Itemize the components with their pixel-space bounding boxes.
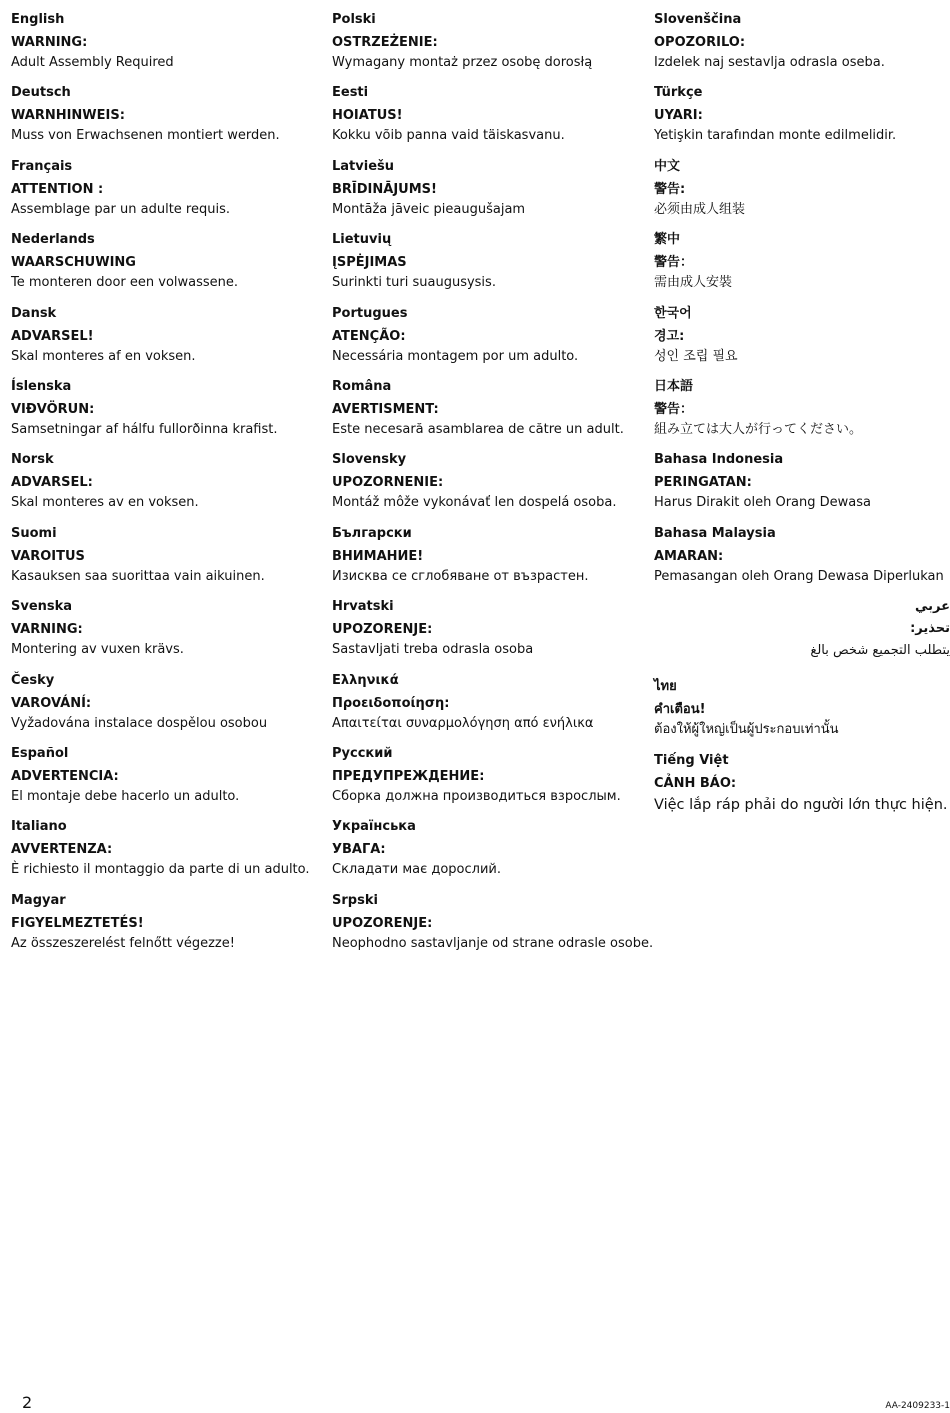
warning-message: 성인 조립 필요: [654, 348, 738, 364]
warning-message: Απαιτείται συναρμολόγηση από ενήλικα: [332, 715, 594, 731]
warning-entry: [654, 305, 950, 378]
language-name: Tiếng Việt: [654, 752, 729, 768]
language-name: Български: [332, 525, 412, 541]
warning-entry: [654, 678, 950, 751]
warning-entry: [11, 158, 321, 231]
language-name: Bahasa Malaysia: [654, 525, 776, 541]
warning-label: 警告：: [654, 401, 694, 417]
warning-message: يتطلب التجميع شخص بالغ: [810, 643, 950, 659]
warning-message: Neophodno sastavljanje od strane odrasle osobe.: [332, 935, 654, 951]
warning-label: VAROITUS: [11, 548, 85, 564]
warning-message: Yetişkin tarafından monte edilmelidir.: [654, 128, 897, 144]
warning-entry: [11, 378, 321, 451]
warning-message: Adult Assembly Required: [11, 55, 174, 70]
warning-label: ПРЕДУПРЕЖДЕНИЕ:: [332, 768, 485, 784]
language-name: Русский: [332, 745, 393, 761]
warning-message: Изисква се сглобяване от възрастен.: [332, 568, 589, 584]
warning-entry: [332, 231, 642, 304]
warning-entry: [11, 84, 321, 157]
warning-label: คำเตือน!: [654, 702, 706, 718]
warning-message: Az összeszerelést felnőtt végezze!: [11, 935, 235, 951]
warning-label: WARNING:: [11, 35, 88, 50]
warning-label: 警告:: [654, 181, 686, 197]
warning-message: Skal monteres af en voksen.: [11, 348, 196, 364]
warning-label: ADVARSEL!: [11, 328, 94, 344]
warning-label: WARNHINWEIS:: [11, 108, 125, 124]
language-name: Srpski: [332, 892, 378, 908]
language-name: Dansk: [11, 305, 57, 321]
language-name: Deutsch: [11, 85, 71, 101]
warning-label: VARNING:: [11, 622, 83, 638]
warning-label: UPOZORNENIE:: [332, 475, 444, 491]
warning-entry: [654, 752, 950, 825]
warning-entry: [11, 525, 321, 598]
warning-message: Este necesară asamblarea de către un adult.: [332, 421, 624, 437]
language-name: Türkçe: [654, 85, 703, 101]
language-name: Latviešu: [332, 158, 395, 174]
warning-entry: [11, 892, 321, 965]
warning-message: Assemblage par un adulte requis.: [11, 201, 230, 217]
warning-label: 경고:: [654, 328, 685, 344]
language-name: Français: [11, 158, 73, 174]
column-2: [332, 11, 654, 965]
warning-message: Sastavljati treba odrasla osoba: [332, 642, 534, 658]
document-code: AA-2409233-1: [885, 1401, 950, 1411]
warning-entry: [654, 525, 950, 598]
warning-label: УВАГА:: [332, 842, 386, 858]
language-name: Norsk: [11, 452, 54, 468]
language-name: عربي: [914, 599, 950, 615]
warning-message: El montaje debe hacerlo un adulto.: [11, 788, 240, 804]
warning-entry: [332, 892, 654, 965]
warning-message: Pemasangan oleh Orang Dewasa Diperlukan: [654, 568, 944, 584]
warning-message: Wymagany montaż przez osobę dorosłą: [332, 55, 593, 70]
page-number: 2: [22, 1393, 33, 1412]
warning-label: BRĪDINĀJUMS!: [332, 181, 437, 197]
warning-message: Montering av vuxen krävs.: [11, 642, 184, 658]
warning-message: Surinkti turi suaugusysis.: [332, 275, 496, 291]
warning-entry: [11, 11, 321, 84]
warning-message: Necessária montagem por um adulto.: [332, 348, 579, 364]
warning-label: CẢNH BÁO:: [654, 775, 737, 791]
warning-message: Harus Dirakit oleh Orang Dewasa: [654, 495, 871, 511]
warning-message: ต้องให้ผู้ใหญ่เป็นผู้ประกอบเท่านั้น: [654, 722, 839, 738]
language-name: Suomi: [11, 525, 57, 541]
language-name: Українська: [332, 819, 416, 835]
warning-entry: [654, 84, 950, 157]
warning-label: WAARSCHUWING: [11, 255, 136, 271]
language-name: 한국어: [654, 305, 692, 321]
warning-entry: [332, 672, 642, 745]
warning-message: 組み立ては大人が行ってください。: [654, 421, 863, 437]
warning-message: 需由成人安裝: [654, 275, 733, 291]
warning-label: ĮSPĖJIMAS: [332, 255, 407, 271]
warning-message: Te monteren door een volwassene.: [11, 275, 239, 291]
warning-entry: [11, 598, 321, 671]
warning-message: Складати має дорослий.: [332, 862, 501, 878]
warning-entry: [332, 745, 642, 818]
warning-entry: [654, 378, 950, 451]
warning-entry: [332, 84, 642, 157]
language-name: 繁中: [654, 232, 681, 248]
warning-entry: [11, 672, 321, 745]
language-name: Magyar: [11, 892, 66, 908]
warning-label: UPOZORENJE:: [332, 622, 433, 638]
language-name: Slovenščina: [654, 12, 742, 27]
warning-message: 必须由成人组装: [654, 201, 746, 217]
language-name: Italiano: [11, 819, 67, 835]
warning-entry: [654, 598, 950, 678]
warning-entry: [654, 231, 950, 304]
warning-label: UYARI:: [654, 108, 703, 124]
warning-message: Việc lắp ráp phải do người lớn thực hiện.: [654, 796, 948, 813]
language-name: Español: [11, 745, 69, 761]
warning-entry: [654, 11, 950, 84]
language-name: Ελληνικά: [332, 672, 399, 688]
warning-entry: [332, 11, 642, 84]
warning-entry: [11, 231, 321, 304]
language-name: Svenska: [11, 599, 73, 615]
warning-label: UPOZORENJE:: [332, 915, 433, 931]
warning-label: تحذير:: [910, 621, 950, 637]
warning-message: Vyžadována instalace dospělou osobou: [11, 715, 268, 731]
language-name: Româna: [332, 378, 392, 394]
warning-message: Сборка должна производиться взрослым.: [332, 788, 621, 804]
warning-label: HOIATUS!: [332, 108, 403, 124]
warning-message: Kasauksen saa suorittaa vain aikuinen.: [11, 568, 265, 584]
language-name: English: [11, 12, 65, 27]
warning-entry: [654, 451, 950, 524]
warning-entry: [654, 158, 950, 231]
warning-label: VAROVÁNÍ:: [11, 695, 92, 711]
warning-message: Samsetningar af hálfu fullorðinna krafist.: [11, 421, 278, 437]
warning-label: PERINGATAN:: [654, 475, 752, 491]
warning-label: ADVARSEL:: [11, 475, 93, 491]
warning-label: ВНИМАНИЕ!: [332, 548, 424, 564]
language-name: Polski: [332, 12, 376, 27]
language-name: Bahasa Indonesia: [654, 452, 784, 468]
language-name: 日本語: [654, 378, 694, 394]
language-name: Nederlands: [11, 232, 95, 248]
language-name: Lietuvių: [332, 232, 392, 248]
warning-entry: [11, 818, 321, 891]
language-name: Íslenska: [11, 378, 72, 394]
warning-entry: [11, 451, 321, 524]
warning-message: Skal monteres av en voksen.: [11, 495, 199, 511]
warning-message: Izdelek naj sestavlja odrasla oseba.: [654, 55, 885, 70]
warning-label: ATTENTION :: [11, 181, 104, 197]
warning-label: ADVERTENCIA:: [11, 768, 119, 784]
warning-label: FIGYELMEZTETÉS!: [11, 915, 144, 931]
language-name: Slovensky: [332, 452, 407, 468]
warning-label: Προειδοποίηση:: [332, 695, 450, 711]
warning-message: Muss von Erwachsenen montiert werden.: [11, 128, 280, 144]
warning-entry: [332, 451, 642, 524]
warning-message: Montāža jāveic pieaugušajam: [332, 201, 526, 217]
warning-entry: [332, 305, 642, 378]
warning-label: VIÐVÖRUN:: [11, 401, 95, 417]
language-name: Česky: [11, 672, 55, 688]
warning-label: OPOZORILO:: [654, 35, 746, 50]
warning-label: ATENÇÃO:: [332, 328, 406, 344]
warning-label: AVERTISMENT:: [332, 401, 439, 417]
language-name: 中文: [654, 158, 681, 174]
warning-message: Kokku võib panna vaid täiskasvanu.: [332, 128, 565, 144]
warning-entry: [11, 305, 321, 378]
language-name: ไทย: [654, 679, 677, 695]
warning-label: 警告：: [654, 255, 694, 271]
warning-entry: [332, 158, 642, 231]
warning-label: AVVERTENZA:: [11, 842, 113, 858]
language-name: Eesti: [332, 85, 369, 101]
warning-label: OSTRZEŻENIE:: [332, 35, 438, 50]
warning-entry: [332, 378, 642, 451]
language-name: Portugues: [332, 305, 408, 321]
warning-entry: [332, 818, 642, 891]
column-3: [654, 11, 950, 825]
language-name: Hrvatski: [332, 599, 394, 615]
warning-entry: [332, 598, 642, 671]
warning-message: È richiesto il montaggio da parte di un adulto.: [11, 862, 310, 878]
warning-label: AMARAN:: [654, 548, 724, 564]
warning-message: Montáž môže vykonávať len dospelá osoba.: [332, 495, 617, 511]
column-1: [11, 11, 321, 965]
warning-entry: [332, 525, 642, 598]
warning-entry: [11, 745, 321, 818]
